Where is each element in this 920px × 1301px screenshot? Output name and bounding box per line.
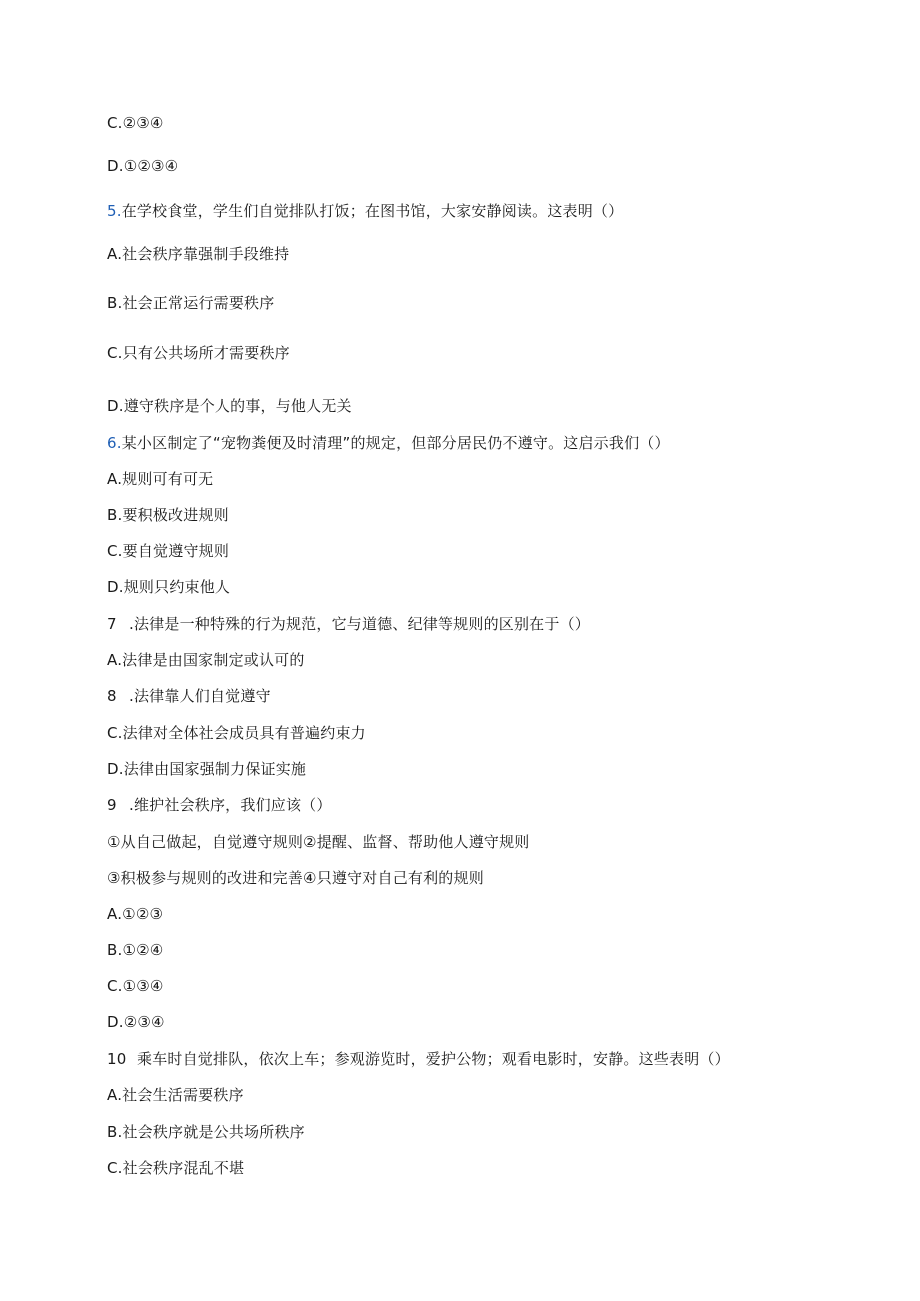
- option-c: C.社会秩序混乱不堪: [107, 1159, 245, 1177]
- question-text: .维护社会秩序，我们应该（）: [129, 796, 332, 814]
- option-d: D.遵守秩序是个人的事，与他人无关: [107, 397, 352, 415]
- question-number: 7: [107, 615, 117, 633]
- option-b: B.社会正常运行需要秩序: [107, 294, 275, 312]
- option-a: A.①②③: [107, 905, 164, 923]
- question-7: [107, 614, 590, 634]
- option-b: B.社会秩序就是公共场所秩序: [107, 1123, 305, 1141]
- question-number: 5.: [107, 202, 122, 220]
- question-number: 10: [107, 1050, 127, 1068]
- option-a: A.社会秩序靠强制手段维持: [107, 245, 290, 263]
- option-b: B.要积极改进规则: [107, 506, 229, 524]
- option-d: D.法律由国家强制力保证实施: [107, 760, 307, 778]
- question-8: [107, 686, 271, 706]
- option-c: C.法律对全体社会成员具有普遍约束力: [107, 724, 366, 742]
- option-d: D.规则只约束他人: [107, 578, 231, 596]
- option-c: C.①③④: [107, 977, 164, 995]
- option-d: D.①②③④: [107, 157, 179, 175]
- option-a: A.社会生活需要秩序: [107, 1086, 244, 1104]
- question-text: .法律是一种特殊的行为规范，它与道德、纪律等规则的区别在于（）: [129, 615, 590, 633]
- option-b: B.①②④: [107, 941, 164, 959]
- statement-line: ①从自己做起，自觉遵守规则②提醒、监督、帮助他人遵守规则: [107, 833, 530, 851]
- statement-line: ③积极参与规则的改进和完善④只遵守对自己有利的规则: [107, 869, 484, 887]
- question-text: 某小区制定了“宠物粪便及时清理”的规定，但部分居民仍不遵守。这启示我们（）: [121, 434, 670, 452]
- question-number: 6.: [107, 434, 122, 452]
- option-a: A.法律是由国家制定或认可的: [107, 651, 305, 669]
- option-c: C.②③④: [107, 114, 164, 132]
- question-9: [107, 795, 332, 815]
- option-d: D.②③④: [107, 1013, 165, 1031]
- option-c: C.只有公共场所才需要秩序: [107, 344, 290, 362]
- option-c: C.要自觉遵守规则: [107, 542, 230, 560]
- question-5: [107, 201, 623, 221]
- question-10: [107, 1049, 730, 1069]
- question-text: 在学校食堂，学生们自觉排队打饭；在图书馆，大家安静阅读。这表明（）: [121, 202, 624, 220]
- question-number: 8: [107, 687, 117, 705]
- option-a: A.规则可有可无: [107, 470, 214, 488]
- question-number: 9: [107, 796, 117, 814]
- question-text: 乘车时自觉排队，依次上车；参观游览时，爱护公物；观看电影时，安静。这些表明（）: [137, 1050, 730, 1068]
- question-6: [107, 433, 670, 453]
- question-text: .法律靠人们自觉遵守: [129, 687, 271, 705]
